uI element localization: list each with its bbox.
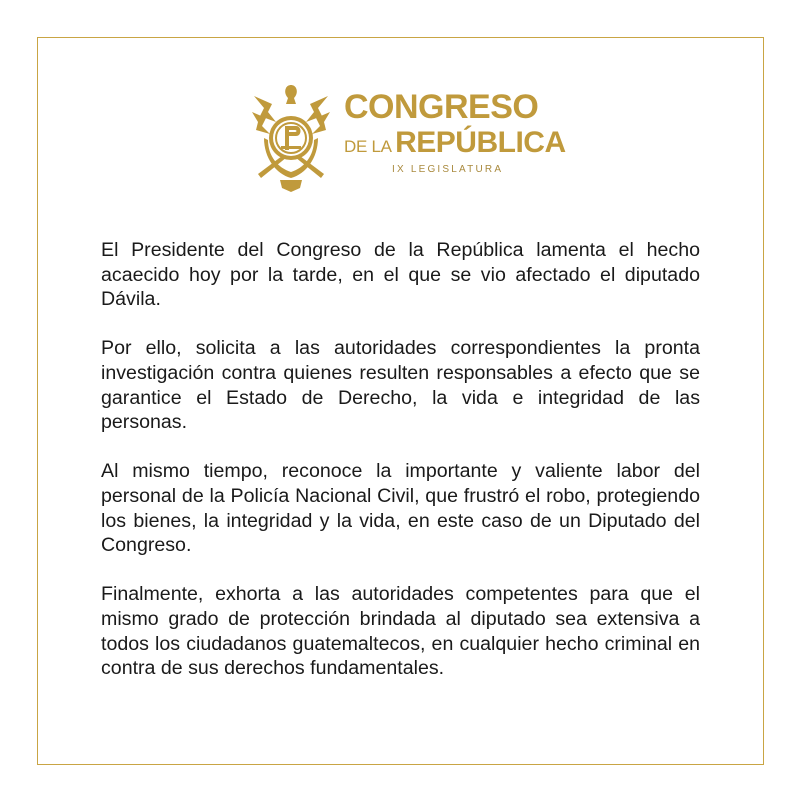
brand-wordmark-prefix: DE LA [344,137,396,156]
congreso-logo [250,82,566,194]
brand-wordmark-congreso: CONGRESO [344,88,539,126]
congreso-emblem-icon [250,82,332,194]
brand-subtitle: IX LEGISLATURA [392,164,504,175]
brand-wordmark-republica [344,126,566,160]
statement-body [101,238,700,681]
statement-paragraph: Por ello, solicita a las autoridades correspondientes la pronta investigación contra quienes resulten responsables a efecto que se garantice el Estado de Derecho, la vida e integridad de las personas. [101,337,700,434]
statement-paragraph: Finalmente, exhorta a las autoridades competentes para que el mismo grado de protección brindada al diputado sea extensiva a todos los ciudadanos guatemaltecos, en cualquier hecho criminal en contra de sus derechos fundamentales. [101,583,700,680]
brand-wordmark-main: REPÚBLICA [395,126,566,159]
statement-paragraph: El Presidente del Congreso de la República lamenta el hecho acaecido hoy por la tarde, en el que se vio afectado el diputado Dávila. [101,239,700,311]
statement-paragraph: Al mismo tiempo, reconoce la importante y valiente labor del personal de la Policía Nacional Civil, que frustró el robo, protegiendo los bienes, la integridad y la vida, en este caso de un Diputado del Congreso. [101,460,700,557]
